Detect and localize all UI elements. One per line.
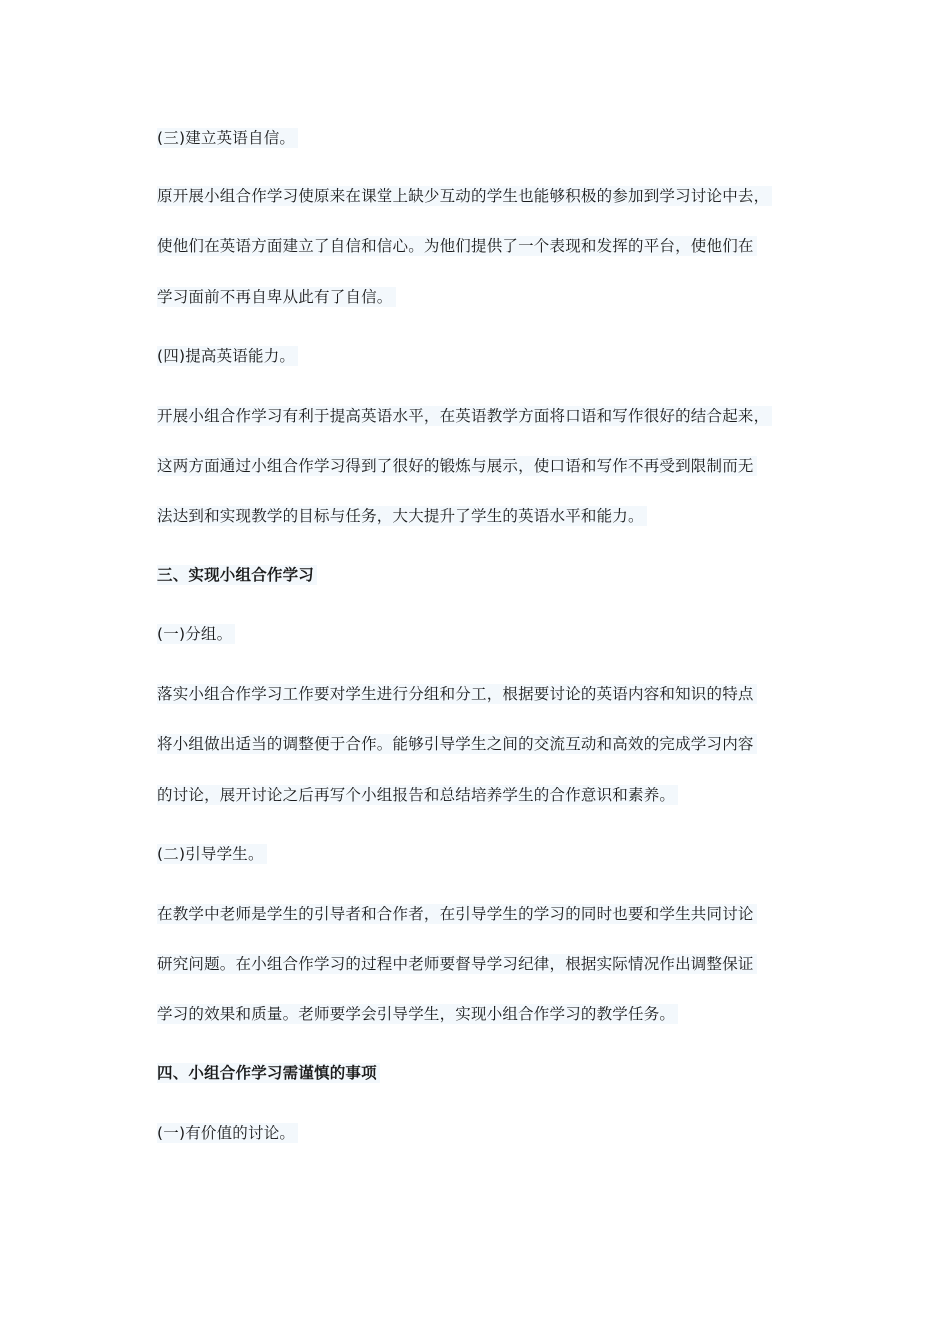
subheading-valuable-discussion: (一)有价值的讨论。 [157,1122,298,1144]
subheading-build-confidence: (三)建立英语自信。 [157,127,298,149]
subheading-grouping: (一)分组。 [157,623,235,645]
subheading-improve-ability: (四)提高英语能力。 [157,345,298,367]
paragraph-line: 学习的效果和质量。老师要学会引导学生，实现小组合作学习的教学任务。 [157,1003,678,1025]
paragraph-line: 落实小组合作学习工作要对学生进行分组和分工，根据要讨论的英语内容和知识的特点 [157,683,757,705]
paragraph-line: 在教学中老师是学生的引导者和合作者，在引导学生的学习的同时也要和学生共同讨论 [157,903,757,925]
paragraph-line: 原开展小组合作学习使原来在课堂上缺少互动的学生也能够积极的参加到学习讨论中去， [157,185,772,207]
subheading-guide-students: (二)引导学生。 [157,843,267,865]
paragraph-line: 将小组做出适当的调整便于合作。能够引导学生之间的交流互动和高效的完成学习内容 [157,733,757,755]
paragraph-line: 的讨论，展开讨论之后再写个小组报告和总结培养学生的合作意识和素养。 [157,784,678,806]
paragraph-line: 这两方面通过小组合作学习得到了很好的锻炼与展示，使口语和写作不再受到限制而无 [157,455,757,477]
paragraph-line: 开展小组合作学习有利于提高英语水平，在英语教学方面将口语和写作很好的结合起来， [157,405,772,427]
section-heading-4: 四、小组合作学习需谨慎的事项 [157,1062,380,1084]
paragraph-line: 研究问题。在小组合作学习的过程中老师要督导学习纪律，根据实际情况作出调整保证 [157,953,757,975]
paragraph-line: 学习面前不再自卑从此有了自信。 [157,286,396,308]
paragraph-line: 使他们在英语方面建立了自信和信心。为他们提供了一个表现和发挥的平台，使他们在 [157,235,757,257]
section-heading-3: 三、实现小组合作学习 [157,564,317,586]
paragraph-line: 法达到和实现教学的目标与任务，大大提升了学生的英语水平和能力。 [157,505,647,527]
